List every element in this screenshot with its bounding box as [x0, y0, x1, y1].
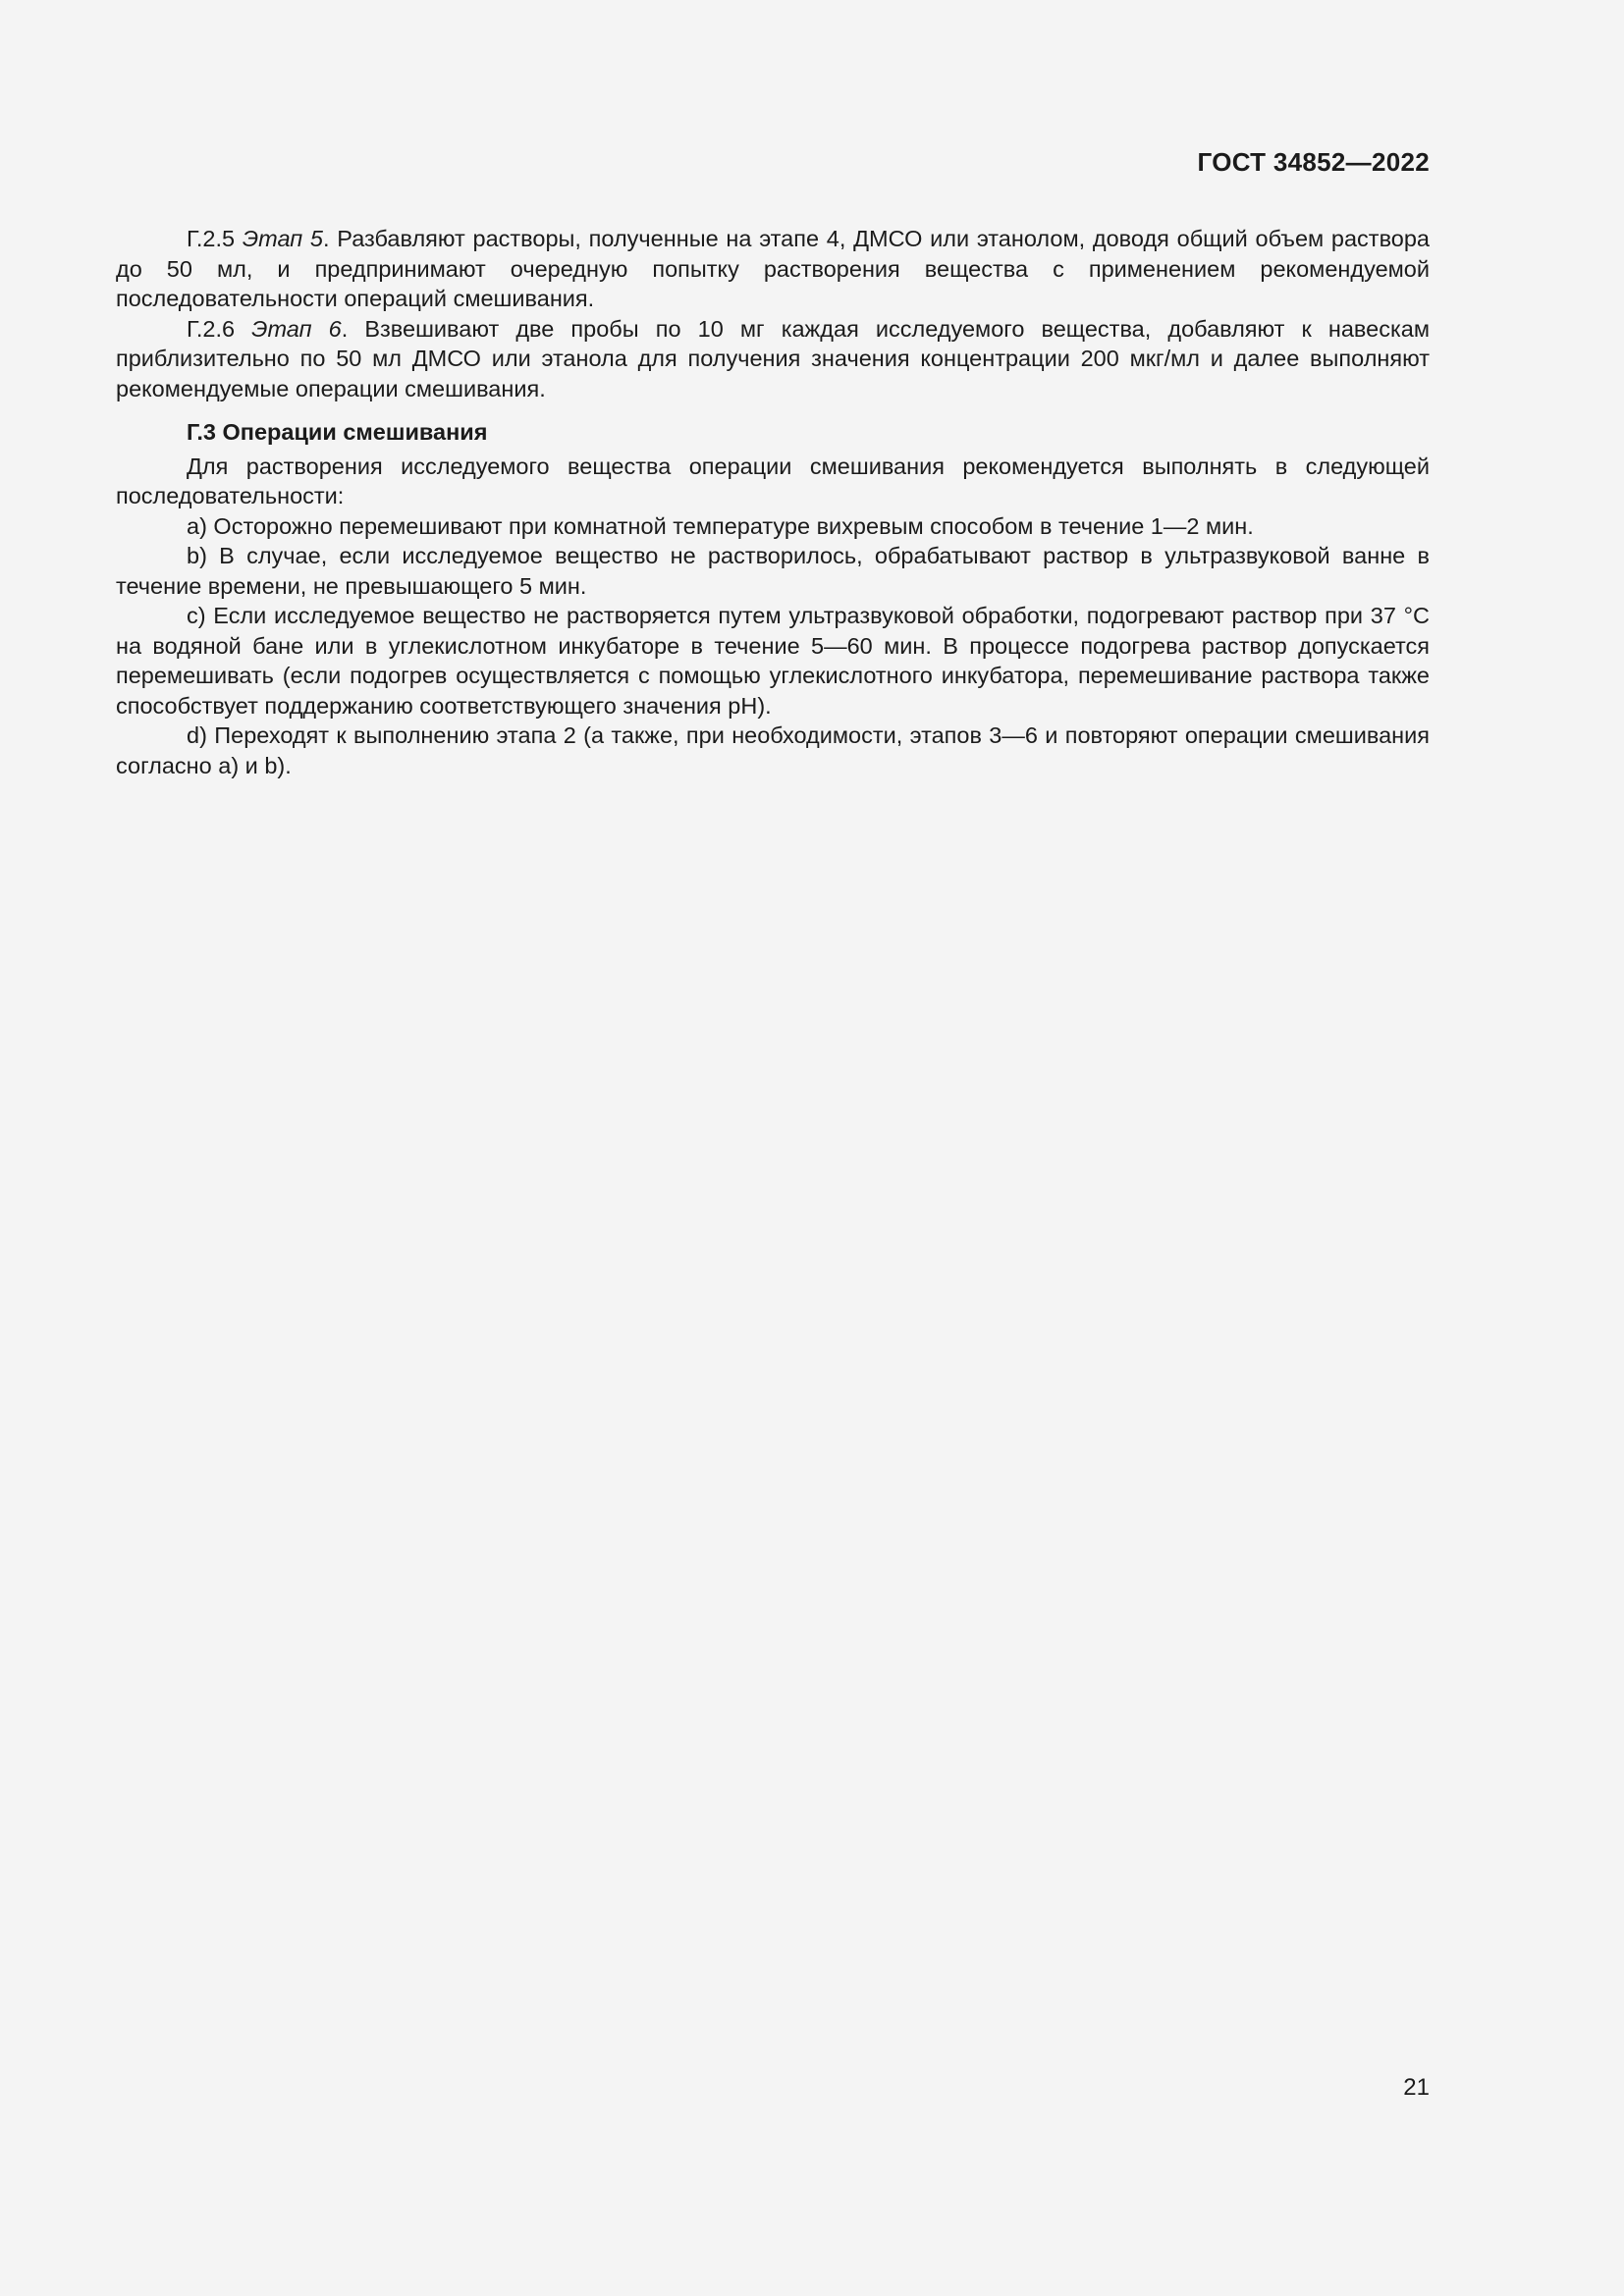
document-header-standard: ГОСТ 34852—2022 — [1197, 147, 1430, 177]
stage-label: Этап 6 — [251, 315, 342, 342]
document-body — [116, 224, 1430, 780]
list-item-b: b) В случае, если исследуемое вещество не растворилось, обрабатывают раствор в ультразвуковой ванне в течение времени, не превышающего 5 мин. — [116, 543, 1430, 599]
page-number: 21 — [1403, 2074, 1430, 2101]
paragraph-text: . Взвешивают две пробы по 10 мг каждая исследуемого вещества, добавляют к навескам приблизительно по 50 мл ДМСО или этанола для получения значения концентрации 200 мкг/мл и далее выполняют рекомендуемые операции смешивания. — [116, 315, 1430, 401]
list-item-d: d) Переходят к выполнению этапа 2 (а также, при необходимости, этапов 3—6 и повторяют операции смешивания согласно а) и b). — [116, 722, 1430, 778]
stage-label: Этап 5 — [242, 226, 324, 251]
paragraph-text: . Разбавляют растворы, полученные на этапе 4, ДМСО или этанолом, доводя общий объем раствора до 50 мл, и предпринимают очередную попытку растворения вещества с применением рекомендуемой последовательности операций смешивания. — [116, 226, 1430, 311]
paragraph-number: Г.2.5 — [187, 226, 236, 251]
list-item-a: a) Осторожно перемешивают при комнатной температуре вихревым способом в течение 1—2 мин. — [187, 512, 1254, 539]
paragraph-g-2-6 — [116, 314, 1430, 404]
section-title-g-3: Г.3 Операции смешивания — [187, 419, 488, 445]
paragraph-number: Г.2.6 — [187, 315, 236, 342]
list-item-c: c) Если исследуемое вещество не растворяется путем ультразвуковой обработки, подогревают раствор при 37 °С на водяной бане или в углекислотном инкубаторе в течение 5—60 мин. В процессе подогрева раствор допускается перемешивать (если подогрев осуществляется с помощью углекислотного инкубатора, перемешивание раствора также способствует поддержанию соответствующего значения рН). — [116, 603, 1430, 719]
paragraph-g-2-5 — [116, 224, 1430, 314]
section-intro: Для растворения исследуемого вещества операции смешивания рекомендуется выполнять в следующей последовательности: — [116, 453, 1430, 508]
